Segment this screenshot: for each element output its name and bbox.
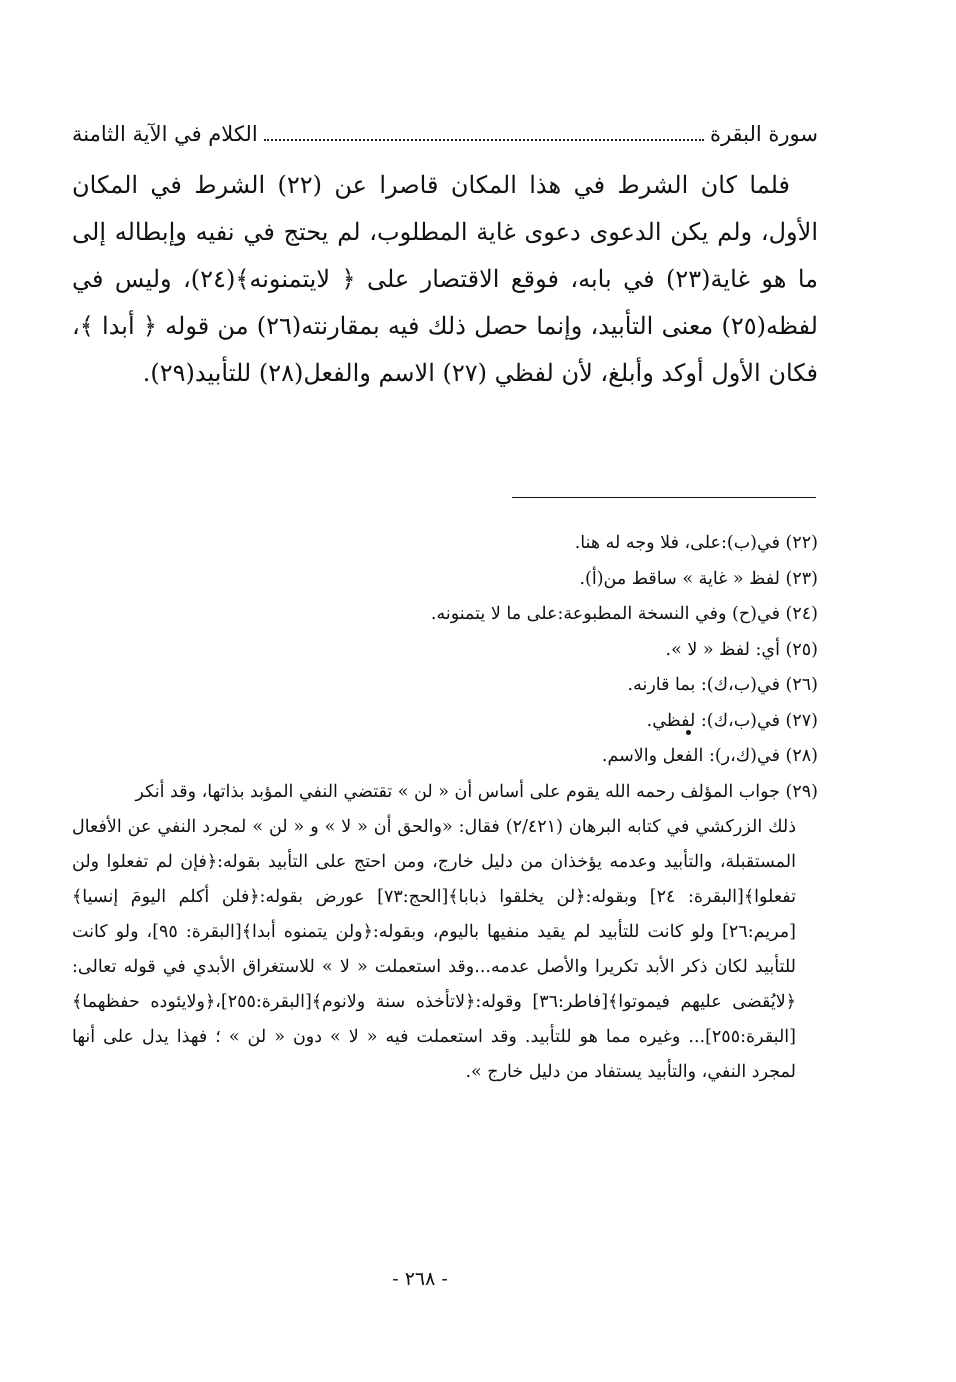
footnote-28: (٢٨) في(ك،ر): الفعل والاسم.	[601, 746, 818, 766]
main-text-block	[72, 162, 818, 397]
ink-dot	[686, 730, 691, 735]
page-number: - ٢٦٨ -	[392, 1268, 448, 1290]
footnote-29-first-line: (٢٩) جواب المؤلف رحمه الله يقوم على أساس أن « لن » تقتضي النفي المؤبد بذاتها، وقد أنكر	[135, 781, 818, 802]
running-header	[72, 108, 818, 148]
main-paragraph: فلما كان الشرط في هذا المكان قاصرا عن (٢٢) الشرط في المكان الأول، ولم يكن الدعوى دعوى غاية المطلوب، لم يحتج في نفيه وإبطاله إلى ما هو غاية(٢٣) في بابه، فوقع الاقتصار على ﴿ لايتمنونه﴾(٢٤)، وليس في لفظه(٢٥) معنى التأبيد، وإنما حصل ذلك فيه بمقارنته(٢٦) من قوله ﴿ أبدا ﴾، فكان الأول أوكد وأبلغ، لأن لفظي (٢٧) الاسم والفعل(٢٨) للتأبيد(٢٩).	[72, 171, 818, 387]
footnote-24: (٢٤) في(ح) وفي النسخة المطبوعة:على ما لا يتمنونه.	[430, 604, 818, 624]
footnote-22: (٢٢) في(ب):على، فلا وجه له هنا.	[574, 533, 818, 553]
header-sura-title: سورة البقرة	[709, 122, 818, 146]
footnote-29	[72, 775, 818, 1090]
footnote-26: (٢٦) في(ب،ك): بما قارنه.	[627, 675, 818, 695]
footnotes-list	[72, 526, 818, 1090]
footnote-23: (٢٣) لفظ « غاية » ساقط من(أ).	[579, 568, 818, 589]
header-section-title: الكلام في الآية الثامنة	[72, 122, 258, 146]
header-dotted-leader	[264, 138, 704, 141]
footnote-29-continuation: ذلك الزركشي في كتابه البرهان (٢/٤٢١) فقال: «والحق أن « لا » و « لن » لمجرد النفي عن الأفعال المستقبلة، والتأبيد وعدمه يؤخذان من دليل خارج، ومن احتج على التأبيد بقوله:﴿فإن لم تفعلوا ولن تفعلوا﴾[البقرة: ٢٤] وبقوله:﴿لن يخلقوا ذبابا﴾[الحج:٧٣] عورض بقوله:﴿فلن أكلم اليومَ إنسيا﴾[مريم:٢٦] ولو كانت للتأبيد لم يقيد منفيها باليوم، وبقوله:﴿ولن يتمنوه أبدا﴾[البقرة: ٩٥]، ولو كانت للتأبيد لكان ذكر الأبد تكريرا والأصل عدمه...وقد استعملت « لا » للاستغراق الأبدي في قوله تعالى:﴿لايُقضى عليهم فيموتوا﴾[فاطر:٣٦] وقوله:﴿لاتأخذه سنة ولانوم﴾[البقرة:٢٥٥]،﴿ولايئوده حفظهما﴾[البقرة:٢٥٥]... وغيره مما هو للتأبيد. وقد استعملت فيه « لا » دون « لن » ؛ فهذا يدل على أنها لمجرد النفي، والتأبيد يستفاد من دليل خارج ».	[72, 816, 796, 1082]
footnote-separator	[512, 497, 816, 498]
footnote-27: (٢٧) في(ب،ك): لفظي.	[646, 710, 818, 731]
footnote-25: (٢٥) أي: لفظ « لا ».	[665, 639, 818, 660]
